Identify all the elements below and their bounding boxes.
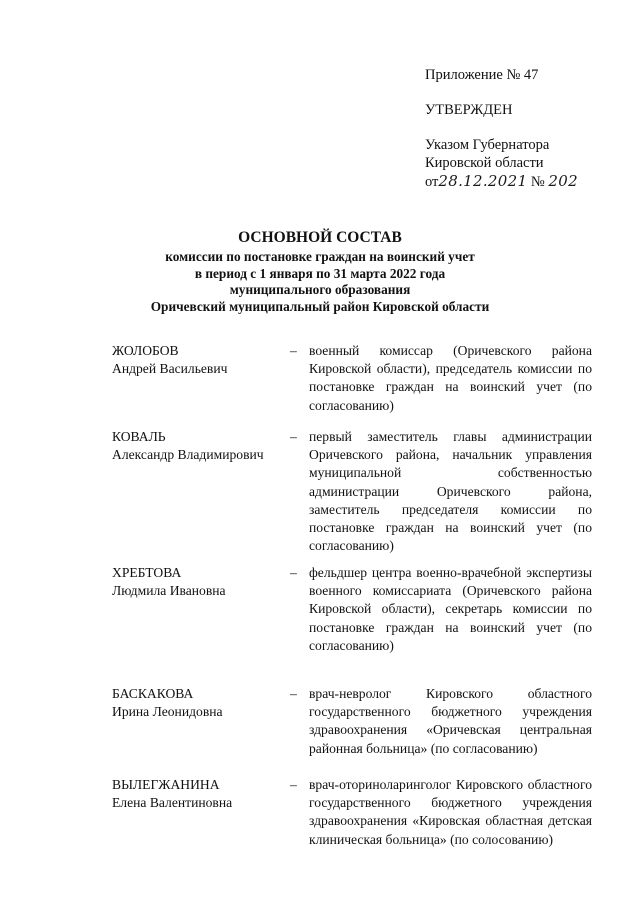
member-given-name: Елена Валентиновна	[112, 795, 233, 811]
member-given-name: Людмила Ивановна	[112, 583, 226, 599]
member-surname: БАСКАКОВА	[112, 686, 194, 701]
member-role: врач-оториноларинголог Кировского областного государственного бюджетного учреждения здравоохранения «Кировская областная детская клиническая больница» (по солосованию)	[309, 777, 592, 847]
date-prefix: от	[425, 174, 439, 190]
document-title	[0, 229, 640, 315]
member-role: врач-невролог Кировского областного государственного бюджетного учреждения здравоохранения «Оричевская центральная районная больница» (по согласованию)	[309, 686, 592, 756]
member-given-name: Ирина Леонидовна	[112, 704, 223, 720]
approval-block	[425, 66, 625, 191]
member-dash: –	[290, 686, 297, 701]
decree-date-line	[425, 172, 625, 191]
member-given-name: Александр Владимирович	[112, 447, 264, 463]
member-name	[112, 685, 287, 721]
member-role: первый заместитель главы администрации Оричевского района, начальник управления муниципальной собственностью администрации Оричевского района, заместитель председателя комиссии по постановке граждан на воинский учет (по согласованию)	[309, 429, 592, 554]
number-prefix: №	[530, 174, 545, 190]
title-line-1: комиссии по постановке граждан на воинский учет	[165, 249, 475, 264]
member-name	[112, 776, 287, 812]
handwritten-number: 202	[548, 172, 578, 190]
member-surname: ЖОЛОБОВ	[112, 343, 179, 358]
handwritten-date: 28.12.2021	[438, 172, 528, 190]
member-dash: –	[290, 565, 297, 580]
member-name	[112, 428, 287, 464]
member-dash: –	[290, 343, 297, 358]
member-role: военный комиссар (Оричевского района Кировской области), председатель комиссии по постановке граждан на воинский учет (по согласованию)	[309, 343, 592, 413]
member-name	[112, 564, 287, 600]
member-name	[112, 342, 287, 378]
member-dash: –	[290, 429, 297, 444]
member-surname: КОВАЛЬ	[112, 429, 166, 444]
decree-line-2: Кировской области	[425, 155, 544, 171]
title-line-2: в период с 1 января по 31 марта 2022 года	[194, 265, 446, 281]
member-role: фельдшер центра военно-врачебной экспертизы военного комиссариата (Оричевского района Кировской области), секретарь комиссии по постановке граждан на воинский учет (по согласованию)	[309, 565, 592, 653]
title-line-4: Оричевский муниципальный район Кировской области	[150, 298, 490, 314]
approved-label: УТВЕРЖДЕН	[425, 102, 513, 118]
decree-line-1: Указом Губернатора	[425, 137, 550, 153]
member-given-name: Андрей Васильевич	[112, 361, 228, 377]
member-dash: –	[290, 777, 297, 792]
appendix-label: Приложение № 47	[425, 67, 539, 83]
title-main: ОСНОВНОЙ СОСТАВ	[238, 229, 402, 246]
member-surname: ХРЕБТОВА	[112, 565, 182, 580]
member-surname: ВЫЛЕГЖАНИНА	[112, 777, 220, 792]
title-line-3: муниципального образования	[229, 282, 411, 297]
